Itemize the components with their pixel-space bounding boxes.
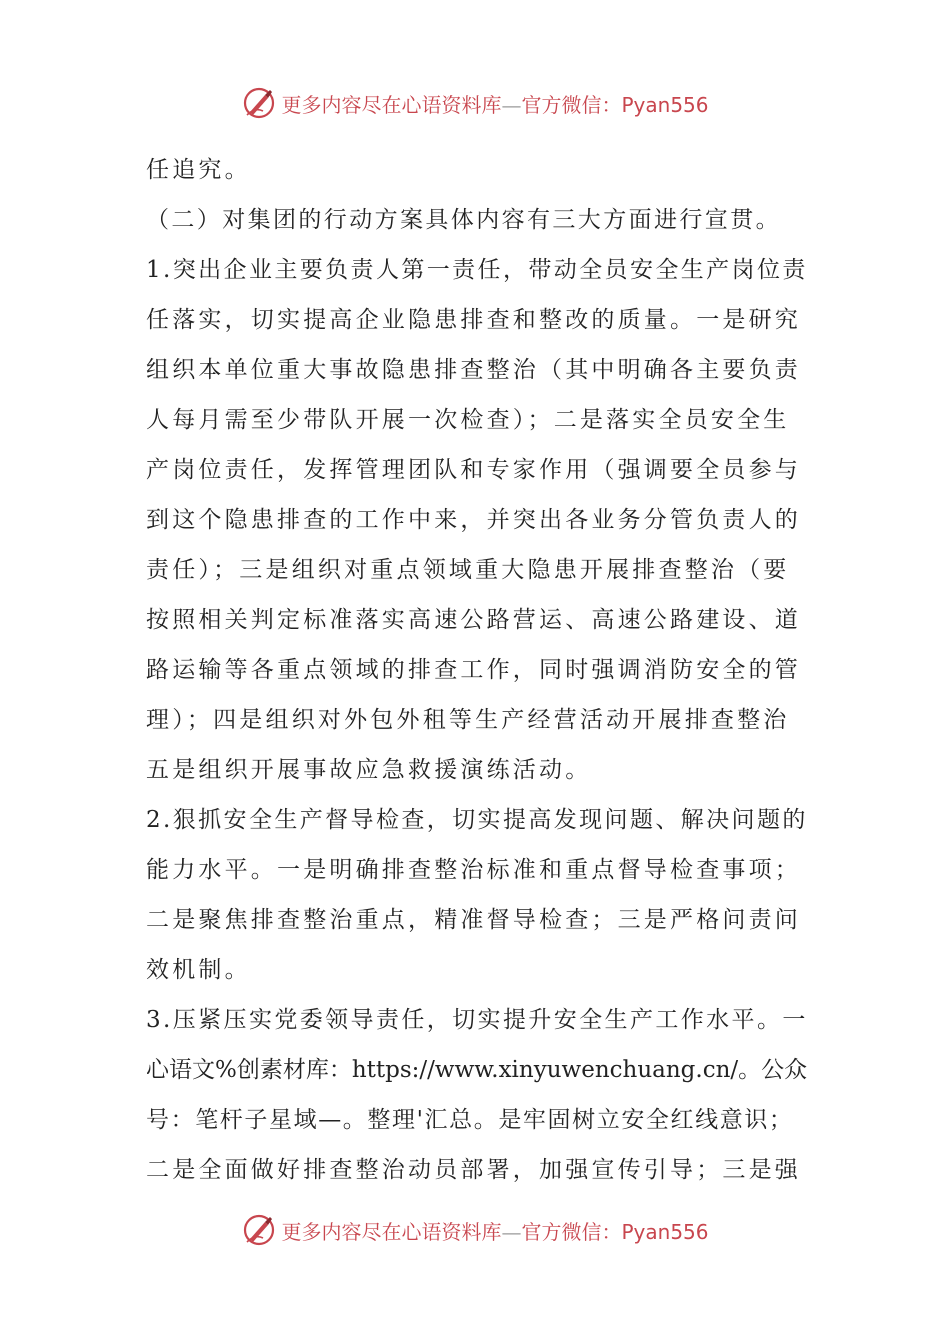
- watermark-id: Pyan556: [621, 92, 709, 117]
- body-line: 效机制。: [146, 957, 251, 983]
- watermark-contact: 官方微信：: [521, 1219, 622, 1244]
- body-line: 按照相关判定标准落实高速公路营运、高速公路建设、道: [146, 607, 801, 633]
- watermark-dash: —: [501, 92, 522, 117]
- pen-logo-icon: [241, 85, 277, 121]
- body-line: 二是全面做好排查整治动员部署，加强宣传引导；三是强: [146, 1157, 801, 1183]
- body-line: 五是组织开展事故应急救援演练活动。: [146, 757, 592, 783]
- body-line: 路运输等各重点领域的排查工作，同时强调消防安全的管: [146, 657, 801, 683]
- watermark-contact: 官方微信：: [521, 92, 622, 117]
- watermark-site: 更多内容尽在心语资料库: [281, 92, 502, 117]
- body-line: 任追究。: [146, 157, 251, 183]
- body-line: （二）对集团的行动方案具体内容有三大方面进行宣贯。: [146, 207, 781, 233]
- watermark-text: [281, 89, 708, 118]
- body-line: 号：笔杆子星域—。整理'汇总。是牢固树立安全红线意识；: [146, 1107, 794, 1133]
- body-line: 1.突出企业主要负责人第一责任，带动全员安全生产岗位责: [146, 257, 808, 283]
- watermark-id: Pyan556: [621, 1219, 709, 1244]
- watermark-text: [281, 1216, 708, 1245]
- body-line: 责任）；三是组织对重点领域重大隐患开展排查整治（要: [146, 557, 790, 583]
- footer-watermark: [0, 1210, 950, 1250]
- body-line: 心语文%创素材库：https://www.xinyuwenchuang.cn/。公众: [146, 1057, 808, 1083]
- document-body: [146, 145, 810, 1195]
- pen-logo-icon: [241, 1212, 277, 1248]
- watermark-site: 更多内容尽在心语资料库: [281, 1219, 502, 1244]
- body-line: 3.压紧压实党委领导责任，切实提升安全生产工作水平。一: [146, 1007, 808, 1033]
- header-watermark: [0, 83, 950, 123]
- body-line: 产岗位责任，发挥管理团队和专家作用（强调要全员参与: [146, 457, 801, 483]
- body-line: 2.狠抓安全生产督导检查，切实提高发现问题、解决问题的: [146, 807, 808, 833]
- body-line: 任落实，切实提高企业隐患排查和整改的质量。一是研究: [146, 307, 801, 333]
- watermark-dash: —: [501, 1219, 522, 1244]
- body-line: 到这个隐患排查的工作中来，并突出各业务分管负责人的: [146, 507, 801, 533]
- body-line: 能力水平。一是明确排查整治标准和重点督导检查事项；: [146, 857, 801, 883]
- body-line: 组织本单位重大事故隐患排查整治（其中明确各主要负责: [146, 357, 801, 383]
- body-line: 理）；四是组织对外包外租等生产经营活动开展排查整治: [146, 707, 790, 733]
- body-line: 二是聚焦排查整治重点，精准督导检查；三是严格问责问: [146, 907, 801, 933]
- body-line: 人每月需至少带队开展一次检查）；二是落实全员安全生: [146, 407, 790, 433]
